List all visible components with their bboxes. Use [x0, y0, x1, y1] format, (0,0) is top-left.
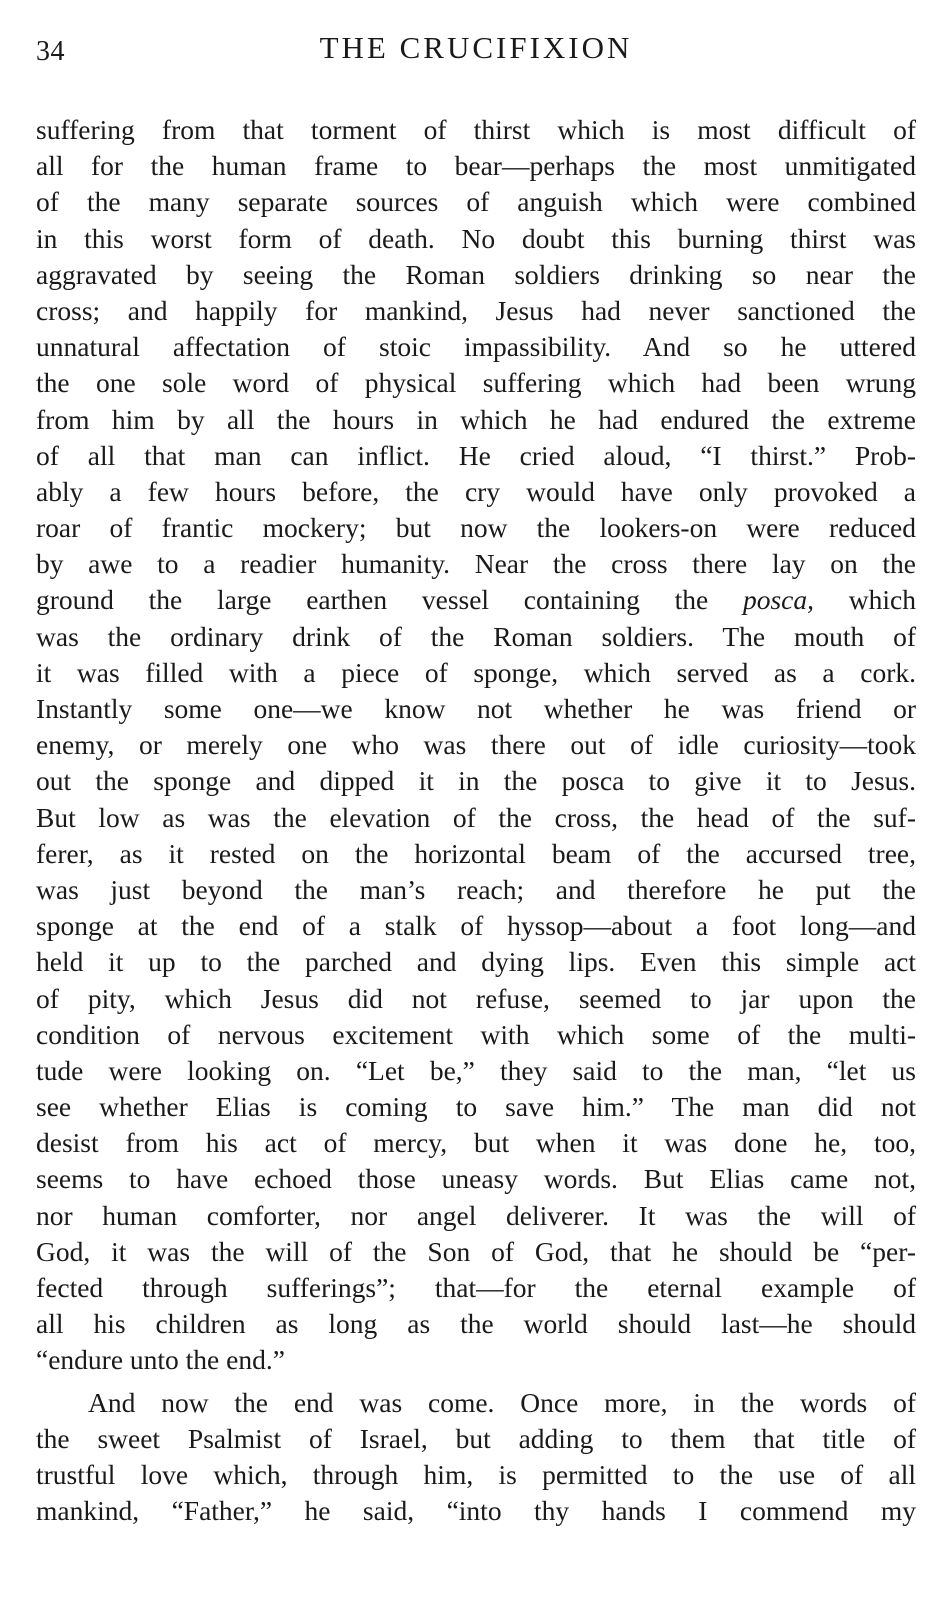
text-line: of the many separate sources of anguish which were combined [36, 186, 916, 218]
text-line: nor human comforter, nor angel deliverer. It was the will of [36, 1199, 916, 1231]
text-line: tude were looking on. “Let be,” they said to the man, “let us [36, 1054, 916, 1086]
text-line: “endure unto the end.” [36, 1344, 285, 1376]
text-line: out the sponge and dipped it in the posca to give it to Jesus. [36, 765, 916, 797]
text-line: was just beyond the man’s reach; and therefore he put the [36, 873, 916, 905]
text-line: fected through sufferings”; that—for the eternal example of [36, 1272, 916, 1303]
text-line: cross; and happily for mankind, Jesus had never sanctioned the [36, 294, 916, 326]
text-line: of all that man can inflict. He cried aloud, “I thirst.” Prob- [36, 439, 916, 471]
text-line: seems to have echoed those uneasy words. But Elias came not, [36, 1163, 916, 1195]
text-line: unnatural affectation of stoic impassibility. And so he uttered [36, 331, 916, 363]
text-line: sponge at the end of a stalk of hyssop—about a foot long—and [36, 910, 916, 942]
text-line: see whether Elias is coming to save him.” The man did not [36, 1091, 916, 1123]
text-line: the one sole word of physical suffering which had been wrung [36, 367, 916, 399]
text-fragment: ground the large earthen vessel containing the [36, 584, 743, 616]
text-line: ably a few hours before, the cry would have only provoked a [36, 475, 916, 507]
book-page [36, 18, 916, 1529]
text-line: of pity, which Jesus did not refuse, seemed to jar upon the [36, 982, 916, 1014]
text-line: But low as was the elevation of the cross, the head of the suf- [36, 801, 916, 833]
running-head [36, 18, 916, 70]
text-line: And now the end was come. Once more, in the words of [88, 1386, 916, 1418]
text-line: the sweet Psalmist of Israel, but adding to them that title of [36, 1422, 916, 1454]
paragraph-2 [36, 1385, 916, 1530]
text-line: God, it was the will of the Son of God, that he should be “per- [36, 1235, 916, 1267]
text-line: condition of nervous excitement with which some of the multi- [36, 1018, 916, 1050]
text-line: from him by all the hours in which he had endured the extreme [36, 403, 916, 435]
text-line: by awe to a readier humanity. Near the cross there lay on the [36, 548, 916, 580]
text-line: enemy, or merely one who was there out of idle curiosity—took [36, 729, 916, 761]
text-line-with-italic [36, 582, 916, 618]
text-line: mankind, “Father,” he said, “into thy hands I commend my [36, 1495, 916, 1527]
text-line: trustful love which, through him, is permitted to the use of all [36, 1458, 916, 1490]
text-line: suffering from that torment of thirst which is most difficult of [36, 114, 916, 145]
text-line: all for the human frame to bear—perhaps the most unmitigated [36, 150, 916, 182]
text-line: aggravated by seeing the Roman soldiers drinking so near the [36, 258, 916, 290]
text-line: Instantly some one—we know not whether he was friend or [36, 693, 916, 724]
chapter-title: THE CRUCIFIXION [319, 30, 633, 65]
body-text [36, 112, 916, 1529]
text-fragment: which [814, 584, 916, 616]
text-line: ferer, as it rested on the horizontal beam of the accursed tree, [36, 837, 916, 869]
text-line: was the ordinary drink of the Roman soldiers. The mouth of [36, 620, 916, 652]
text-line: desist from his act of mercy, but when it was done he, too, [36, 1127, 916, 1159]
text-line: all his children as long as the world should last—he should [36, 1308, 916, 1340]
text-line: held it up to the parched and dying lips. Even this simple act [36, 946, 916, 978]
page-number: 34 [36, 36, 65, 67]
text-line: in this worst form of death. No doubt this burning thirst was [36, 222, 916, 254]
italic-word: posca, [742, 584, 815, 616]
paragraph-1 [36, 112, 916, 1379]
text-line: it was filled with a piece of sponge, which served as a cork. [36, 656, 916, 688]
text-line: roar of frantic mockery; but now the lookers-on were reduced [36, 512, 916, 544]
